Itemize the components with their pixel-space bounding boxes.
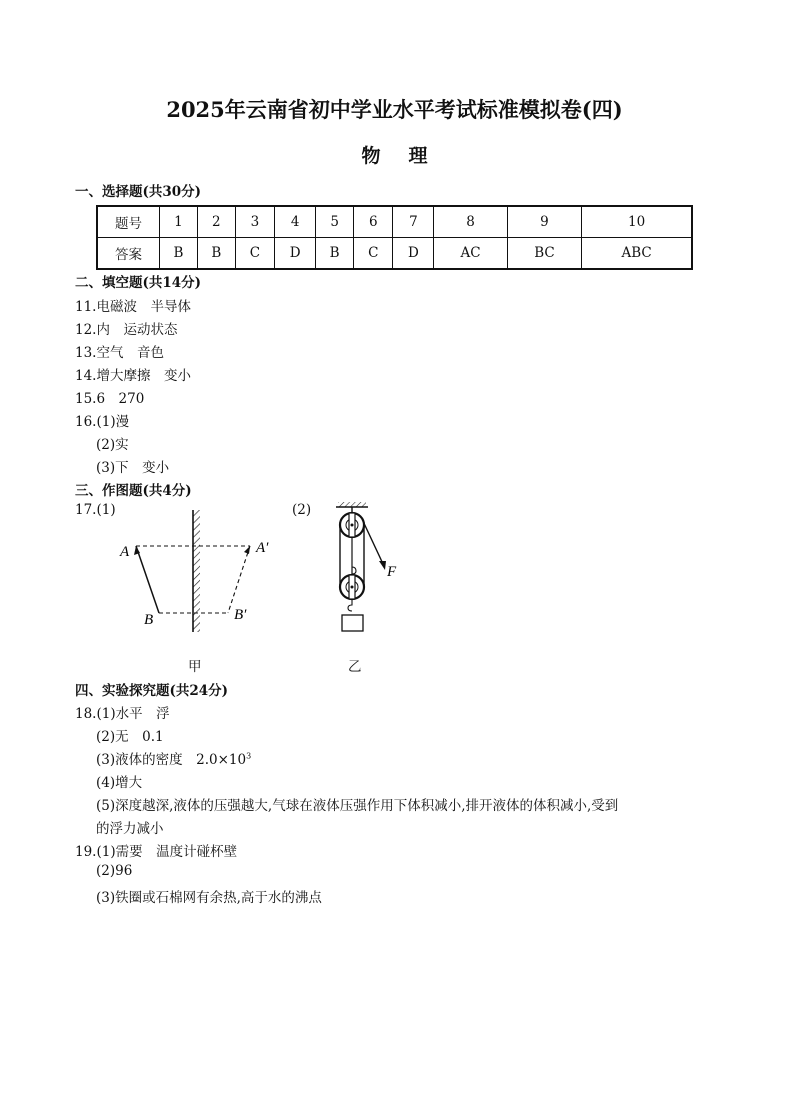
table-cell: BC — [507, 238, 582, 270]
answer-line-14: 14.增大摩擦 变小 — [75, 368, 191, 384]
table-row-answers — [97, 238, 692, 270]
image-arrow-head — [244, 546, 250, 554]
page-title: 2025年云南省初中学业水平考试标准模拟卷(四) — [166, 97, 623, 122]
question-17-2-label: (2) — [292, 502, 312, 518]
weight-block — [342, 615, 363, 631]
table-cell: 7 — [393, 206, 434, 238]
label-b: B — [144, 612, 154, 628]
answer-line-18-5: (5)深度越深,液体的压强越大,气球在液体压强作用下体积减小,排开液体的体积减小,受到 — [96, 798, 619, 814]
table-cell: B — [160, 238, 198, 270]
table-cell: 5 — [316, 206, 354, 238]
table-cell: 2 — [197, 206, 235, 238]
mirror-diagram — [110, 500, 290, 640]
hook-bottom — [348, 599, 352, 611]
answer-line-19-2: (2)96 — [96, 863, 133, 879]
table-cell: 4 — [275, 206, 316, 238]
table-cell: B — [197, 238, 235, 270]
object-arrow-ab — [136, 546, 159, 613]
table-cell: 1 — [160, 206, 198, 238]
pulley-diagram — [325, 498, 415, 643]
table-cell: C — [235, 238, 274, 270]
pull-rope — [362, 519, 384, 566]
section-1-heading: 一、选择题(共30分) — [75, 184, 202, 200]
label-a-prime: A′ — [256, 540, 269, 556]
table-cell: 9 — [507, 206, 582, 238]
hook-top — [352, 567, 356, 574]
answer-line-18-5-cont: 的浮力减小 — [96, 821, 164, 837]
force-arrow-head — [379, 561, 386, 570]
table-cell: ABC — [582, 238, 692, 270]
mirror-hatching — [193, 510, 200, 632]
answer-line-16-2: (2)实 — [96, 437, 129, 453]
answer-line-18-1: 18.(1)水平 浮 — [75, 706, 170, 722]
table-header-question: 题号 — [97, 206, 160, 238]
table-cell: D — [393, 238, 434, 270]
fixed-pulley-axle — [351, 524, 354, 527]
label-b-prime: B′ — [234, 607, 247, 623]
answer-line-19-3: (3)铁圈或石棉网有余热,高于水的沸点 — [96, 890, 322, 906]
section-3-heading: 三、作图题(共4分) — [75, 483, 192, 499]
table-cell: C — [354, 238, 393, 270]
answer-line-18-3 — [96, 748, 251, 768]
answer-line-16-3: (3)下 变小 — [96, 460, 170, 476]
answer-18-3-text: (3)液体的密度 2.0×10 — [96, 752, 247, 768]
table-cell: AC — [434, 238, 507, 270]
label-f: F — [387, 564, 397, 580]
answer-line-11: 11.电磁波 半导体 — [75, 299, 191, 315]
question-17-1-label: 17.(1) — [75, 502, 116, 518]
answer-line-16-1: 16.(1)漫 — [75, 414, 130, 430]
answer-line-18-2: (2)无 0.1 — [96, 729, 164, 745]
exponent: 3 — [246, 751, 252, 761]
answer-line-13: 13.空气 音色 — [75, 345, 164, 361]
label-a: A — [120, 544, 130, 560]
table-cell: 3 — [235, 206, 274, 238]
answer-line-15: 15.6 270 — [75, 391, 145, 407]
subject-title: 物理 — [361, 145, 456, 167]
answer-line-19-1: 19.(1)需要 温度计碰杯壁 — [75, 844, 238, 860]
table-cell: D — [275, 238, 316, 270]
figure-caption-jia: 甲 — [188, 659, 202, 675]
movable-pulley-axle — [351, 586, 354, 589]
table-cell: 6 — [354, 206, 393, 238]
image-arrow — [228, 546, 250, 613]
table-header-answer: 答案 — [97, 238, 160, 270]
table-cell: 8 — [434, 206, 507, 238]
section-4-heading: 四、实验探究题(共24分) — [75, 683, 229, 699]
table-cell: 10 — [582, 206, 692, 238]
answer-line-12: 12.内 运动状态 — [75, 322, 178, 338]
section-2-heading: 二、填空题(共14分) — [75, 275, 202, 291]
answer-line-18-4: (4)增大 — [96, 775, 143, 791]
figure-caption-yi: 乙 — [348, 659, 362, 675]
table-row-numbers — [97, 206, 692, 238]
table-cell: B — [316, 238, 354, 270]
answer-table — [96, 205, 693, 270]
